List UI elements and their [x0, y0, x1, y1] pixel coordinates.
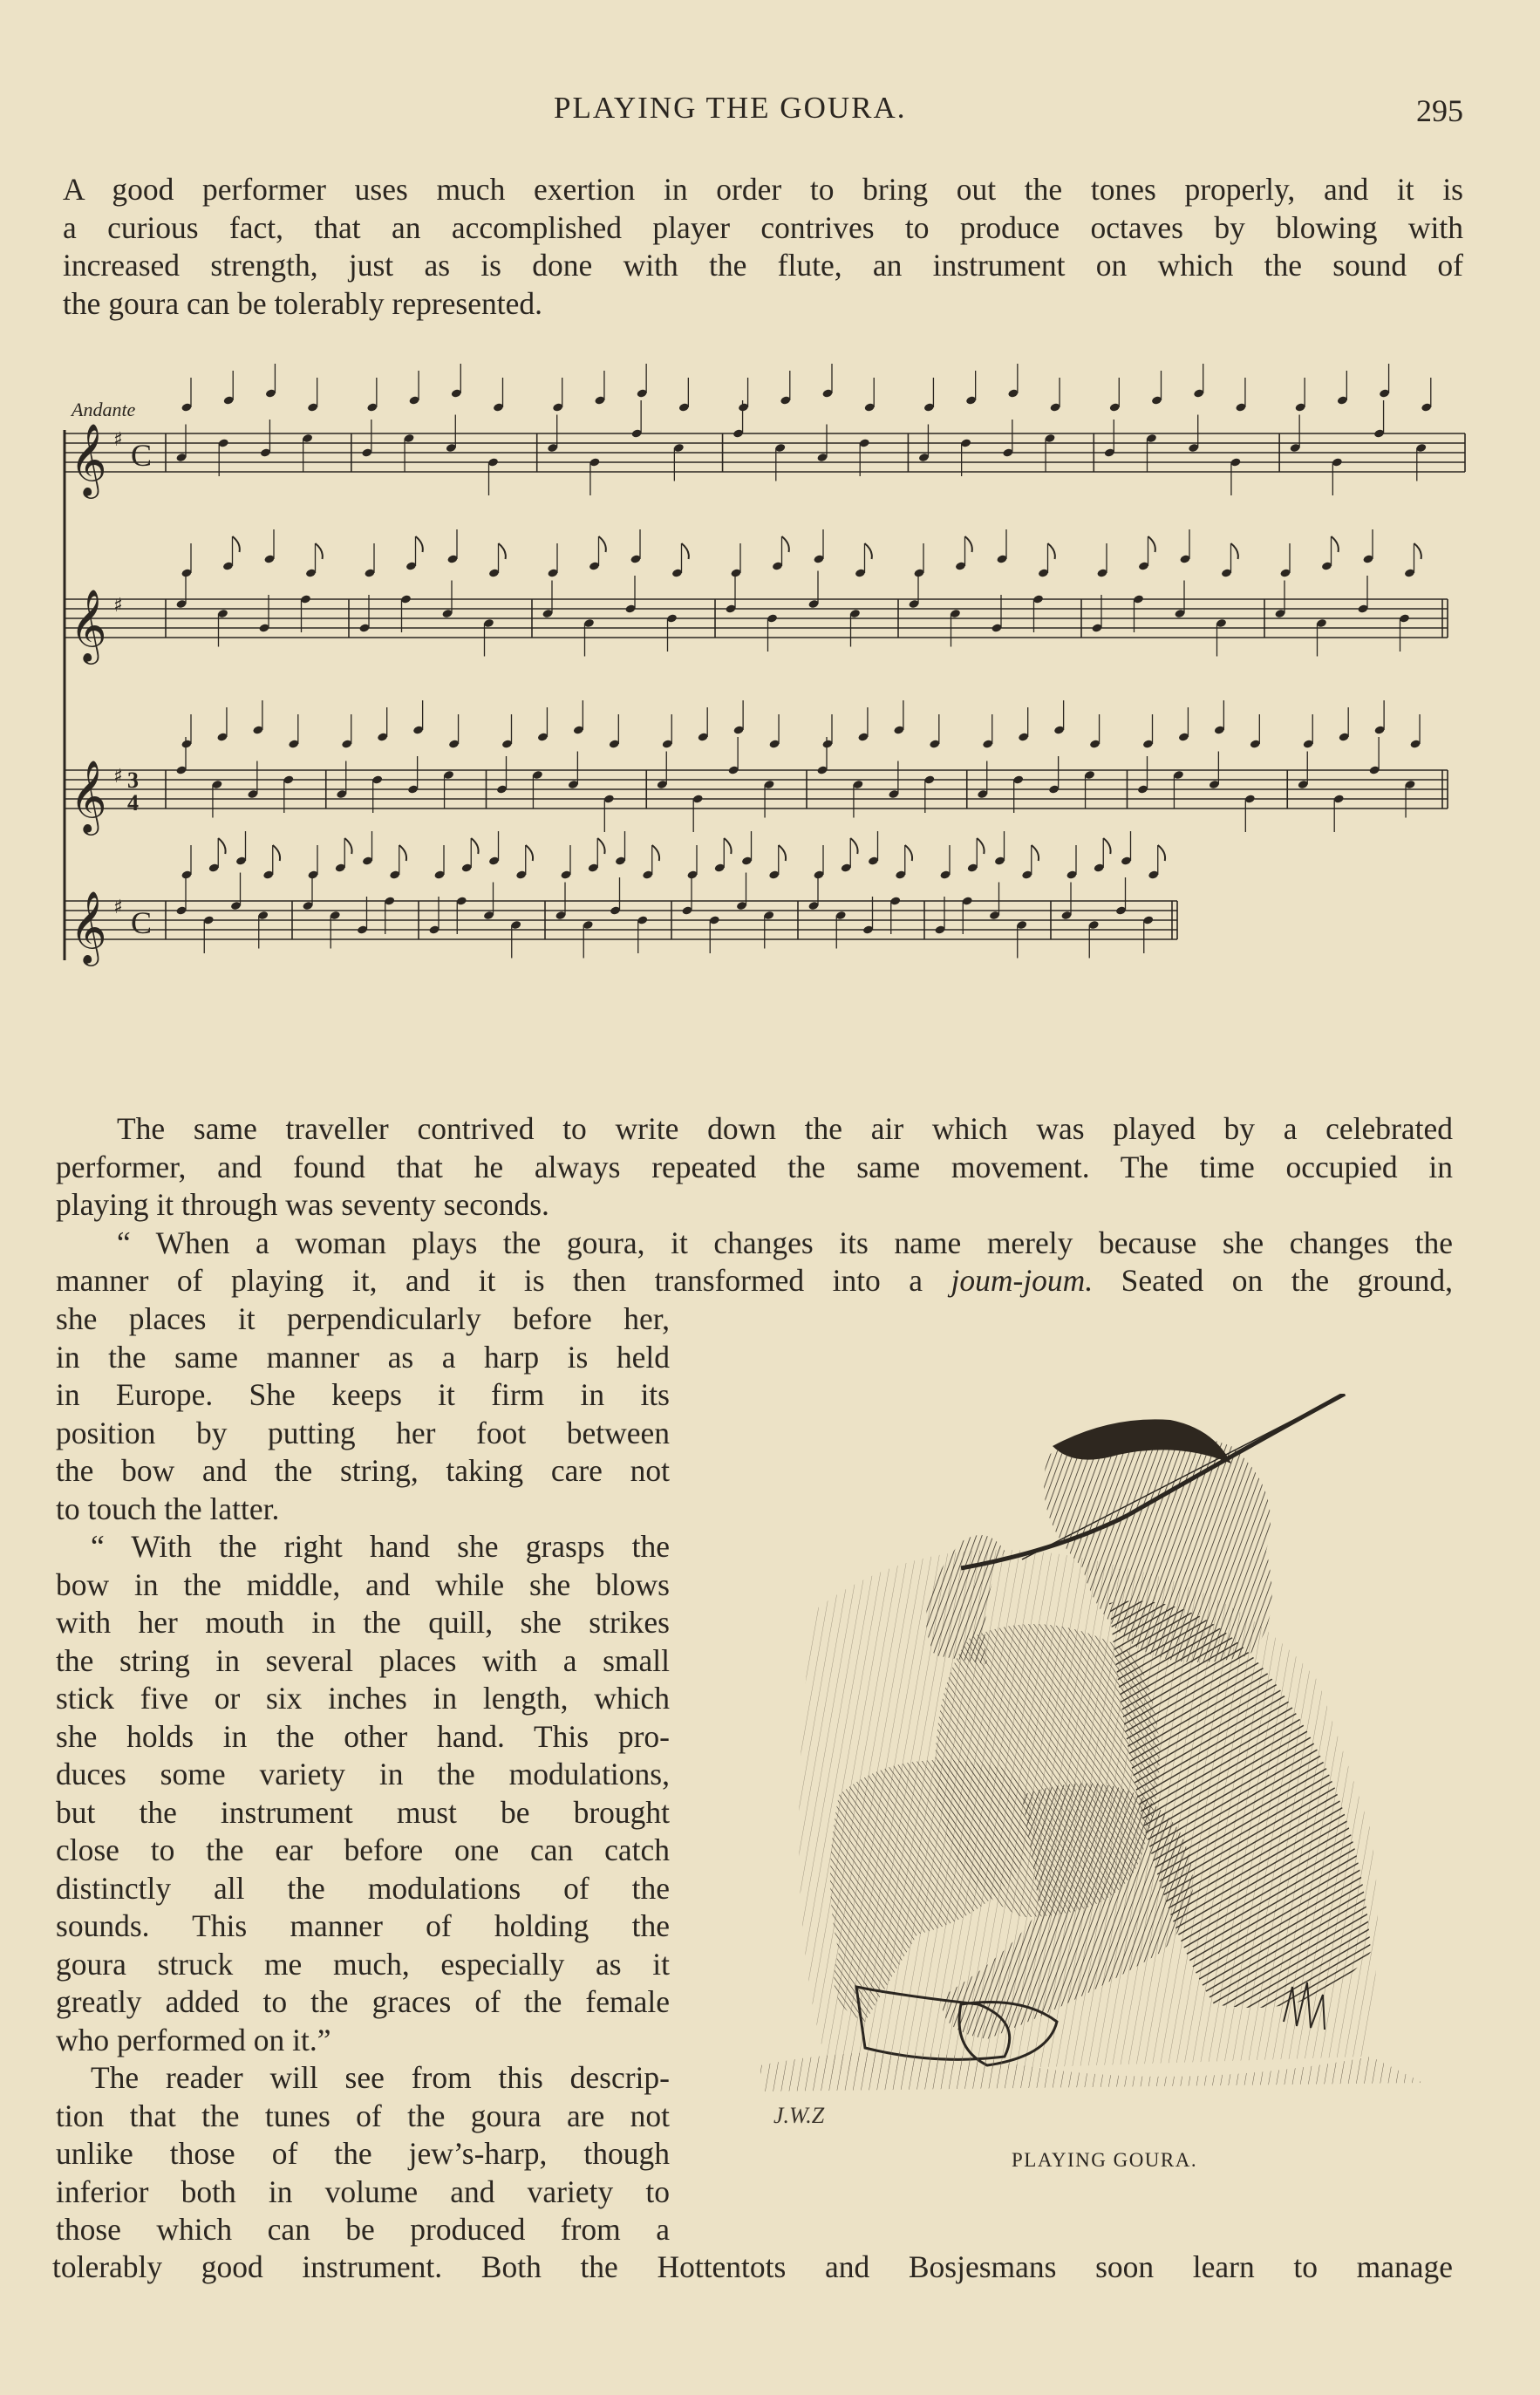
text-line: “ With the right hand she grasps the [91, 1529, 670, 1564]
text-line: distinctly all the modulations of the [56, 1870, 670, 1906]
figure-caption: PLAYING GOURA. [1012, 2149, 1198, 2171]
note-flag [597, 838, 604, 854]
italic-term: joum-joum. [951, 1263, 1094, 1298]
text-line: increased strength, just as is done with the flute, an instrument on which the sound of [63, 248, 1463, 283]
tempo-marking: Andante [72, 399, 136, 420]
musical-score [61, 362, 1482, 1060]
text-line [56, 1262, 1453, 1300]
text-line: to touch the latter. [56, 1491, 280, 1526]
text-line: but the instrument must be brought [56, 1794, 670, 1830]
note-flag [1148, 536, 1155, 552]
note-flag [850, 838, 857, 854]
text-line: The same traveller contrived to write down the air which was played by a celebrated [117, 1111, 1453, 1146]
text-line: A good performer uses much exertion in order to bring out the tones properly, and it is [63, 172, 1463, 207]
page-number: 295 [1416, 93, 1463, 128]
note-flag [1414, 543, 1421, 559]
text-line: performer, and found that he always repeated the same movement. The time occupied in [56, 1149, 1453, 1184]
note-flag [682, 543, 689, 559]
note-flag [905, 845, 912, 861]
body-paragraph-full [56, 1110, 1453, 1300]
text-line: sounds. This manner of holding the [56, 1908, 670, 1943]
text-line: the string in several places with a small [56, 1642, 670, 1678]
note-flag [499, 543, 506, 559]
time-signature-top: 3 [127, 768, 139, 793]
text-line: position by putting her foot between [56, 1415, 670, 1450]
text-line: with her mouth in the quill, she strikes [56, 1605, 670, 1640]
treble-clef: 𝄞 [70, 759, 107, 832]
note-flag [1231, 543, 1238, 559]
treble-clef: 𝄞 [70, 890, 107, 963]
note-flag [233, 536, 240, 552]
note-flag [471, 838, 478, 854]
text-line: tolerably good instrument. Both the Hottentots and Bosjesmans soon learn to manage [52, 2249, 1453, 2284]
text-line: greatly added to the graces of the female [56, 1984, 670, 2019]
note-flag [1048, 543, 1055, 559]
note-flag [526, 845, 533, 861]
text-line: those which can be produced from a [56, 2212, 670, 2247]
sharp-sign: ♯ [113, 766, 123, 788]
text-line: goura struck me much, especially as it [56, 1946, 670, 1982]
note-flag [1332, 536, 1339, 552]
time-signature-bottom: 4 [127, 790, 139, 815]
note-flag [599, 536, 606, 552]
treble-clef: 𝄞 [70, 422, 107, 495]
note-flag [344, 838, 351, 854]
note-flag [273, 845, 280, 861]
text-line: a curious fact, that an accomplished player contrives to produce octaves by blowing with [63, 209, 1463, 245]
text-line: she holds in the other hand. This pro- [56, 1718, 670, 1754]
note-flag [316, 543, 323, 559]
text-line: bow in the middle, and while she blows [56, 1566, 670, 1602]
text-line: inferior both in volume and variety to [56, 2173, 670, 2209]
sharp-sign: ♯ [113, 897, 123, 918]
time-signature: C [131, 905, 153, 940]
running-head [0, 91, 1540, 134]
engraver-mark: J.W.Z [773, 2103, 825, 2128]
body-column [56, 1300, 670, 2249]
text-line: tion that the tunes of the goura are not [56, 2098, 670, 2133]
note-flag [865, 543, 872, 559]
sharp-sign: ♯ [113, 595, 123, 617]
note-flag [724, 838, 731, 854]
text-line: who performed on it.” [56, 2022, 331, 2057]
note-flag [1103, 838, 1110, 854]
text-line: close to the ear before one can catch [56, 1832, 670, 1867]
text-line: unlike those of the jew’s-harp, though [56, 2136, 670, 2171]
note-flag [399, 845, 406, 861]
note-flag [1032, 845, 1039, 861]
text-fragment: manner of playing it, and it is then transformed into a [56, 1263, 951, 1298]
note-flag [965, 536, 972, 552]
text-line: “ When a woman plays the goura, it changes its name merely because she changes the [117, 1225, 1453, 1260]
text-line: the bow and the string, taking care not [56, 1453, 670, 1488]
intro-paragraph [63, 171, 1463, 323]
note-flag [1158, 845, 1165, 861]
treble-clef: 𝄞 [70, 588, 107, 661]
text-line: playing it through was seventy seconds. [56, 1187, 549, 1222]
note-flag [218, 838, 225, 854]
text-fragment: Seated on the ground, [1093, 1263, 1454, 1298]
text-line: duces some variety in the modulations, [56, 1757, 670, 1791]
note-flag [977, 838, 984, 854]
text-line: The reader will see from this descrip- [91, 2060, 670, 2095]
note-flag [652, 845, 659, 861]
text-line: in the same manner as a harp is held [56, 1339, 670, 1375]
text-line: in Europe. She keeps it firm in its [56, 1377, 670, 1412]
time-signature: C [131, 438, 153, 473]
sharp-sign: ♯ [113, 429, 123, 451]
engraving-playing-goura [760, 1394, 1423, 2144]
text-line: stick five or six inches in length, which [56, 1681, 670, 1716]
text-line: she places it perpendicularly before her, [56, 1301, 670, 1336]
note-flag [782, 536, 789, 552]
body-final-line [52, 2248, 1453, 2287]
note-flag [416, 536, 423, 552]
note-flag [779, 845, 786, 861]
running-title: PLAYING THE GOURA. [554, 91, 907, 125]
text-line: the goura can be tolerably represented. [63, 285, 542, 321]
